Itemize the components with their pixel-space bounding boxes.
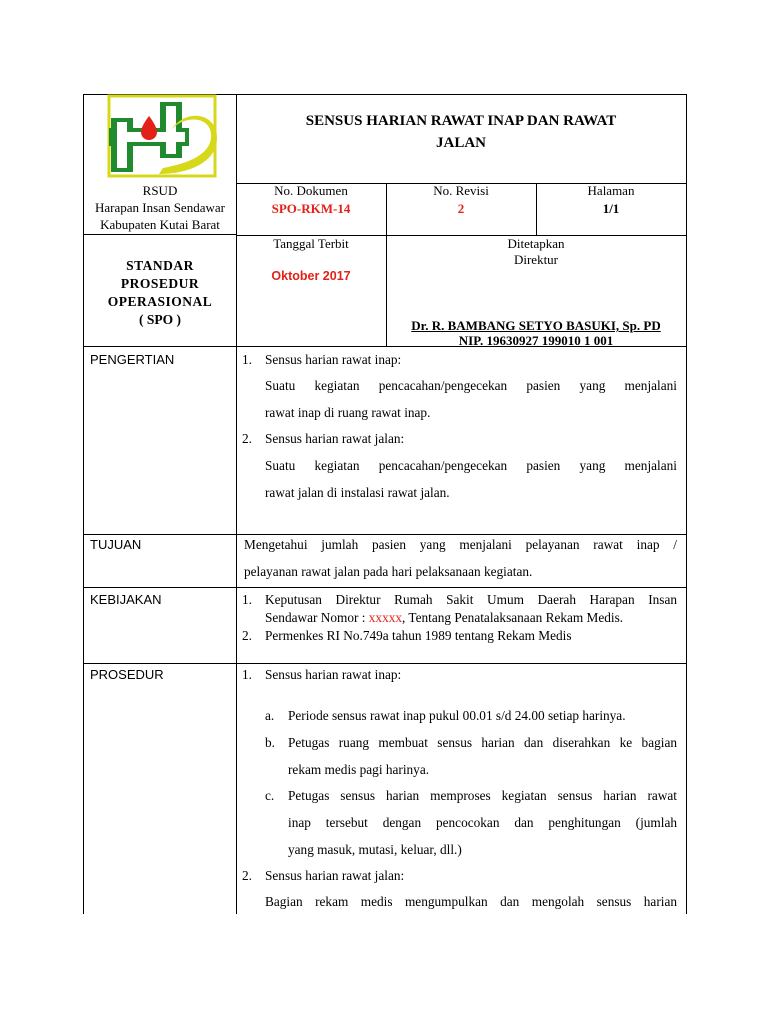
list-number: 1.: [242, 352, 252, 367]
table-rule: [84, 534, 686, 535]
halaman-value: 1/1: [602, 201, 620, 216]
org-name-line3: Kabupaten Kutai Barat: [100, 217, 220, 232]
direktur-label: Direktur: [513, 252, 559, 267]
kebijakan-item1-tail: , Tentang Penatalaksanaan Rekam Medis.: [402, 610, 624, 625]
spo-document: [83, 94, 687, 914]
list-marker: a.: [265, 708, 275, 723]
tujuan-text-line2: pelayanan rawat jalan pada hari pelaksanaan kegiatan.: [244, 564, 533, 579]
table-divider-main: [236, 94, 237, 914]
prosedur-step-c-line3: yang masuk, mutasi, keluar, dll.): [288, 842, 462, 857]
ditetapkan-label: Ditetapkan: [507, 236, 565, 251]
prosedur-step-b-line2: rekam medis pagi harinya.: [288, 762, 430, 777]
list-number: 1.: [242, 592, 252, 607]
no-revisi-label: No. Revisi: [433, 183, 489, 198]
pengertian-item2-text: Suatu kegiatan pencacahan/pengecekan pasien yang menjalani: [265, 458, 677, 473]
spo-title-line2: PROSEDUR: [120, 276, 200, 291]
list-number: 2.: [242, 628, 252, 643]
spo-title: STANDAR: [126, 258, 194, 273]
pengertian-item2-title: Sensus harian rawat jalan:: [265, 431, 405, 446]
section-label-prosedur: PROSEDUR: [90, 667, 164, 682]
tanggal-terbit-label: Tanggal Terbit: [273, 236, 349, 251]
org-name-line2: Harapan Insan Sendawar: [95, 200, 225, 215]
document-title: SENSUS HARIAN RAWAT INAP DAN RAWAT: [305, 113, 617, 129]
kebijakan-nomor-value: xxxxx: [368, 610, 403, 625]
director-name: Dr. R. BAMBANG SETYO BASUKI, Sp. PD: [411, 318, 661, 333]
tujuan-text: Mengetahui jumlah pasien yang menjalani pelayanan rawat inap /: [244, 537, 677, 552]
no-dokumen-label: No. Dokumen: [274, 183, 348, 198]
kebijakan-item1-line2: [265, 610, 623, 626]
prosedur-step-c: Petugas sensus harian memproses kegiatan sensus harian rawat: [288, 788, 677, 803]
list-number: 2.: [242, 868, 252, 883]
list-number: 2.: [242, 431, 252, 446]
org-name: RSUD: [142, 183, 178, 198]
table-rule: [84, 587, 686, 588]
spo-title-line3: OPERASIONAL: [107, 294, 213, 309]
kebijakan-item2: Permenkes RI No.749a tahun 1989 tentang Rekam Medis: [265, 628, 572, 643]
prosedur-step-b: Petugas ruang membuat sensus harian dan diserahkan ke bagian: [288, 735, 677, 750]
kebijakan-item1: Keputusan Direktur Rumah Sakit Umum Daerah Harapan Insan: [265, 592, 677, 607]
document-title-line2: JALAN: [435, 135, 486, 151]
director-nip: NIP. 19630927 199010 1 001: [458, 333, 614, 348]
pengertian-item2-text-line2: rawat jalan di instalasi rawat jalan.: [265, 485, 450, 500]
prosedur-item2-text: Bagian rekam medis mengumpulkan dan mengolah sensus harian: [265, 894, 677, 909]
no-revisi-value: 2: [457, 201, 465, 216]
section-label-pengertian: PENGERTIAN: [90, 352, 175, 367]
prosedur-step-a: Periode sensus rawat inap pukul 00.01 s/d 24.00 setiap harinya.: [288, 708, 626, 723]
pengertian-item1-title: Sensus harian rawat inap:: [265, 352, 402, 367]
list-number: 1.: [242, 667, 252, 682]
prosedur-item1-title: Sensus harian rawat inap:: [265, 667, 402, 682]
table-rule: [84, 663, 686, 664]
tanggal-terbit-value: Oktober 2017: [271, 269, 351, 283]
kebijakan-nomor-label: Sendawar Nomor :: [265, 610, 369, 625]
list-marker: c.: [265, 788, 275, 803]
list-marker: b.: [265, 735, 275, 750]
prosedur-step-c-line2: inap tersebut dengan pencocokan dan penghitungan (jumlah: [288, 815, 677, 830]
section-label-kebijakan: KEBIJAKAN: [90, 592, 162, 607]
halaman-label: Halaman: [587, 183, 635, 198]
rsud-logo: [105, 94, 218, 178]
section-label-tujuan: TUJUAN: [90, 537, 142, 552]
no-dokumen-value: SPO-RKM-14: [271, 201, 351, 216]
spo-title-line4: ( SPO ): [139, 312, 181, 327]
table-rule: [84, 234, 236, 235]
pengertian-item1-text-line2: rawat inap di ruang rawat inap.: [265, 405, 431, 420]
prosedur-item2-title: Sensus harian rawat jalan:: [265, 868, 405, 883]
pengertian-item1-text: Suatu kegiatan pencacahan/pengecekan pasien yang menjalani: [265, 378, 677, 393]
